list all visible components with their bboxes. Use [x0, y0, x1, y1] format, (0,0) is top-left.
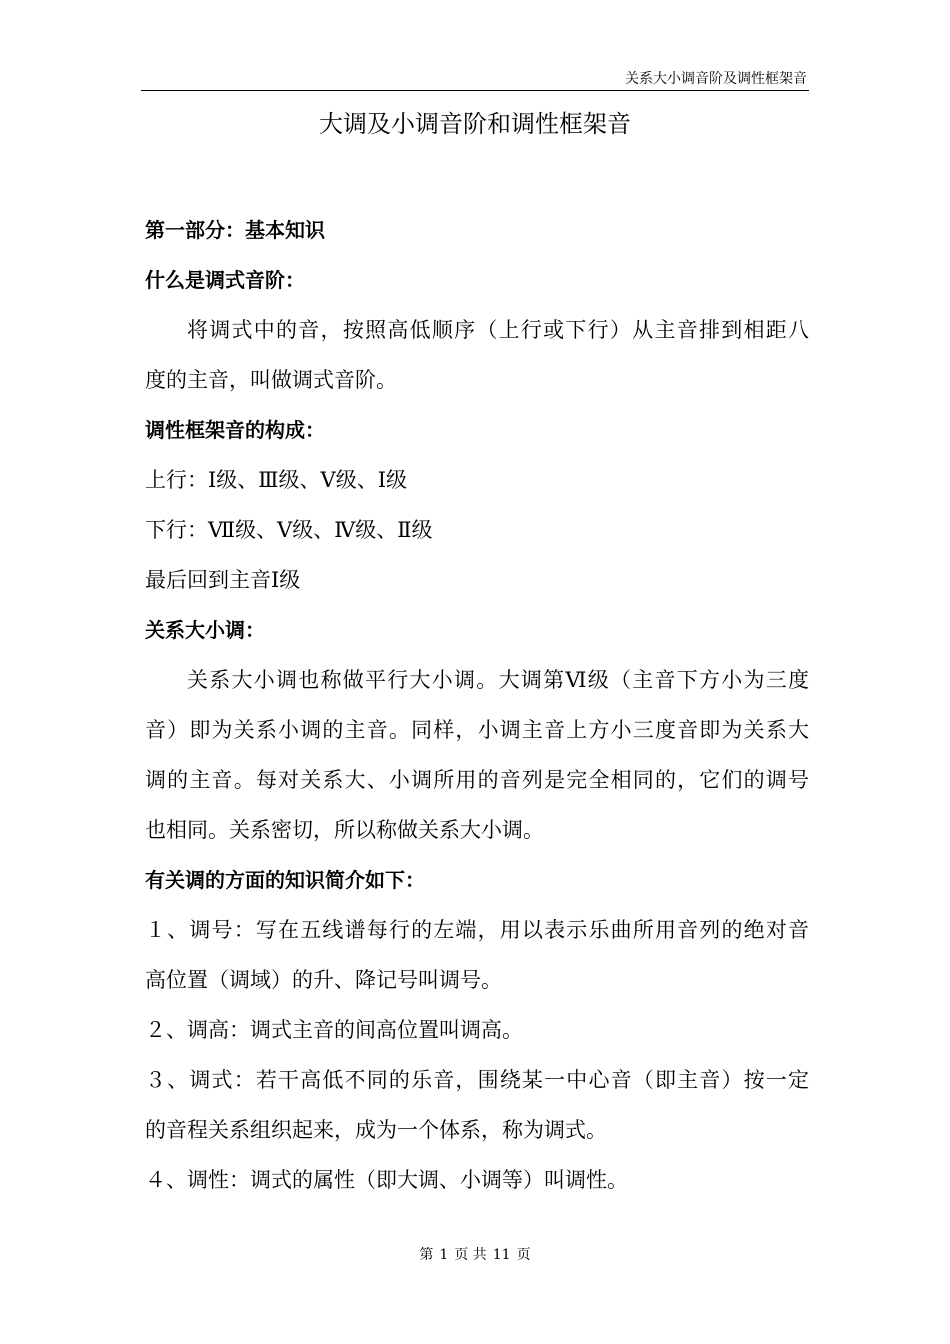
footer-prefix: 第: [419, 1247, 434, 1263]
paragraph-line: 将调式中的音，按照高低顺序（上行或下行）从主音排到相距八: [187, 318, 809, 342]
footer-total-pages: 11: [492, 1247, 511, 1263]
header-rule: [141, 90, 809, 91]
page-footer: [0, 1246, 950, 1264]
section-heading-part1: 第一部分：基本知识: [145, 218, 325, 242]
section-heading-relative: 关系大小调：: [145, 618, 265, 642]
list-item: ２、调高：调式主音的间高位置叫调高。: [145, 1018, 523, 1042]
paragraph-line: 度的主音，叫做调式音阶。: [145, 368, 397, 392]
section-heading-framework: 调性框架音的构成：: [145, 418, 325, 442]
footer-mid: 页 共: [454, 1247, 487, 1263]
paragraph-line: 音）即为关系小调的主音。同样，小调主音上方小三度音即为关系大: [145, 718, 809, 742]
list-item: １、调号：写在五线谱每行的左端，用以表示乐曲所用音列的绝对音: [145, 918, 809, 942]
footer-suffix: 页: [516, 1247, 531, 1263]
paragraph-line: 调的主音。每对关系大、小调所用的音列是完全相同的，它们的调号: [145, 768, 809, 792]
document-body: [145, 205, 809, 1205]
running-header: 关系大小调音阶及调性框架音: [625, 71, 807, 87]
return-line: 最后回到主音Ⅰ级: [145, 568, 301, 592]
ascending-line: 上行：Ⅰ级、Ⅲ级、Ⅴ级、Ⅰ级: [145, 468, 408, 492]
section-heading-knowledge: 有关调的方面的知识简介如下：: [145, 868, 425, 892]
list-item-continuation: 高位置（调域）的升、降记号叫调号。: [145, 968, 502, 992]
list-item: ４、调性：调式的属性（即大调、小调等）叫调性。: [145, 1168, 628, 1192]
section-heading-scale: 什么是调式音阶：: [145, 268, 305, 292]
document-title: 大调及小调音阶和调性框架音: [319, 110, 631, 138]
paragraph-line: 关系大小调也称做平行大小调。大调第Ⅵ级（主音下方小为三度: [187, 668, 809, 692]
footer-page-number: 1: [439, 1247, 449, 1263]
descending-line: 下行：Ⅶ级、Ⅴ级、Ⅳ级、Ⅱ级: [145, 518, 433, 542]
paragraph-line: 也相同。关系密切，所以称做关系大小调。: [145, 818, 544, 842]
list-item-continuation: 的音程关系组织起来，成为一个体系，称为调式。: [145, 1118, 607, 1142]
list-item: ３、调式：若干高低不同的乐音，围绕某一中心音（即主音）按一定: [145, 1068, 809, 1092]
